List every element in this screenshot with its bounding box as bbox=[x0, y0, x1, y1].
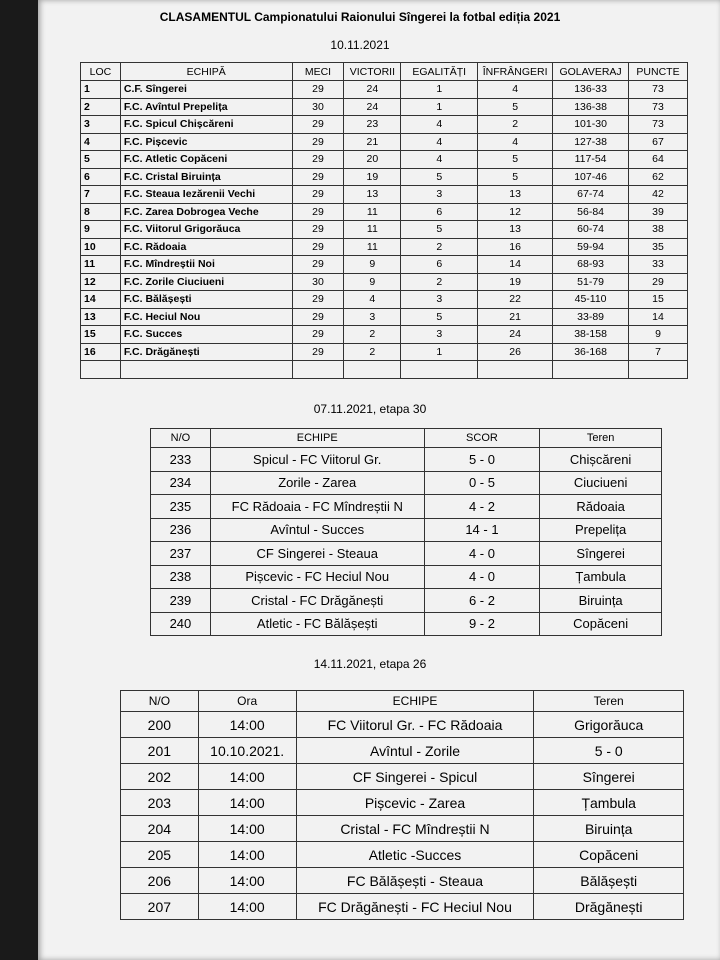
table-cell: 11 bbox=[344, 203, 401, 221]
table-cell: 12 bbox=[478, 203, 553, 221]
table-row bbox=[121, 868, 684, 894]
table-cell: 33 bbox=[629, 256, 688, 274]
table-cell: 2 bbox=[401, 273, 478, 291]
table-cell: 3 bbox=[344, 308, 401, 326]
table-cell bbox=[478, 361, 553, 379]
column-header: EGALITĂȚI bbox=[401, 63, 478, 81]
table-cell: 1 bbox=[81, 81, 121, 99]
table-cell: 240 bbox=[151, 612, 211, 636]
table-cell: Atletic - FC Bălășești bbox=[210, 612, 424, 636]
table-cell: 1 bbox=[401, 343, 478, 361]
table-cell: 64 bbox=[629, 151, 688, 169]
table-row bbox=[81, 291, 688, 309]
table-cell: 9 - 2 bbox=[424, 612, 540, 636]
table-cell: 29 bbox=[629, 273, 688, 291]
column-header: PUNCTE bbox=[629, 63, 688, 81]
table-cell: 5 bbox=[478, 151, 553, 169]
table-cell: FC Drăgănești - FC Heciul Nou bbox=[296, 894, 534, 920]
table-cell: 238 bbox=[151, 565, 211, 589]
table-cell bbox=[553, 361, 629, 379]
table-cell bbox=[120, 361, 292, 379]
table-cell: 38-158 bbox=[553, 326, 629, 344]
standings-date: 10.11.2021 bbox=[330, 38, 390, 52]
column-header: N/O bbox=[121, 691, 199, 712]
table-cell: 29 bbox=[292, 186, 344, 204]
table-row bbox=[81, 133, 688, 151]
table-cell: 4 bbox=[478, 133, 553, 151]
table-cell: 5 bbox=[81, 151, 121, 169]
table-cell: 2 bbox=[344, 326, 401, 344]
table-row bbox=[81, 81, 688, 99]
table-cell: 29 bbox=[292, 81, 344, 99]
table-cell: 236 bbox=[151, 518, 211, 542]
table-cell: 29 bbox=[292, 116, 344, 134]
table-cell: 4 - 0 bbox=[424, 565, 540, 589]
table-cell: 13 bbox=[344, 186, 401, 204]
table-cell bbox=[344, 361, 401, 379]
results-table bbox=[150, 428, 662, 636]
table-cell: 203 bbox=[121, 790, 199, 816]
table-cell: 239 bbox=[151, 589, 211, 613]
table-cell: 45-110 bbox=[553, 291, 629, 309]
table-cell: 14:00 bbox=[198, 894, 296, 920]
table-cell: Chișcăreni bbox=[540, 448, 662, 472]
table-cell: 29 bbox=[292, 326, 344, 344]
table-cell: 4 bbox=[478, 81, 553, 99]
table-cell: 2 bbox=[81, 98, 121, 116]
table-cell: 35 bbox=[629, 238, 688, 256]
table-cell: 3 bbox=[401, 326, 478, 344]
column-header: MECI bbox=[292, 63, 344, 81]
table-cell: 11 bbox=[81, 256, 121, 274]
table-cell: 0 - 5 bbox=[424, 471, 540, 495]
table-cell: Sîngerei bbox=[540, 542, 662, 566]
table-row bbox=[151, 518, 662, 542]
table-cell: 14 bbox=[81, 291, 121, 309]
table-cell: F.C. Zorile Ciuciueni bbox=[120, 273, 292, 291]
table-cell: 233 bbox=[151, 448, 211, 472]
table-row bbox=[121, 738, 684, 764]
fixtures-heading: 14.11.2021, etapa 26 bbox=[313, 657, 427, 671]
table-cell: 6 bbox=[81, 168, 121, 186]
column-header: ECHIPE bbox=[296, 691, 534, 712]
table-cell: 5 bbox=[401, 221, 478, 239]
table-cell: 62 bbox=[629, 168, 688, 186]
table-row bbox=[81, 256, 688, 274]
table-cell: 19 bbox=[478, 273, 553, 291]
table-cell: Avîntul - Succes bbox=[210, 518, 424, 542]
standings-header-row bbox=[81, 63, 688, 81]
table-cell: 207 bbox=[121, 894, 199, 920]
column-header: VICTORII bbox=[344, 63, 401, 81]
table-cell: 4 - 0 bbox=[424, 542, 540, 566]
table-cell: F.C. Spicul Chișcăreni bbox=[120, 116, 292, 134]
table-row bbox=[81, 98, 688, 116]
table-cell: 2 bbox=[401, 238, 478, 256]
results-body bbox=[151, 448, 662, 636]
table-row bbox=[151, 589, 662, 613]
table-cell: 13 bbox=[478, 186, 553, 204]
table-row bbox=[151, 542, 662, 566]
table-cell: 38 bbox=[629, 221, 688, 239]
table-cell: 10.10.2021. bbox=[198, 738, 296, 764]
table-row bbox=[121, 816, 684, 842]
table-cell: Ciuciueni bbox=[540, 471, 662, 495]
table-cell: 23 bbox=[344, 116, 401, 134]
table-cell: 205 bbox=[121, 842, 199, 868]
table-cell bbox=[401, 361, 478, 379]
table-cell: 36-168 bbox=[553, 343, 629, 361]
table-cell: F.C. Avîntul Prepelița bbox=[120, 98, 292, 116]
table-cell: 14 - 1 bbox=[424, 518, 540, 542]
table-cell: 11 bbox=[344, 221, 401, 239]
table-cell: 21 bbox=[478, 308, 553, 326]
fixtures-table bbox=[120, 690, 684, 920]
standings-table bbox=[80, 62, 688, 379]
table-cell: F.C. Atletic Copăceni bbox=[120, 151, 292, 169]
table-cell: 29 bbox=[292, 133, 344, 151]
table-cell: 30 bbox=[292, 273, 344, 291]
table-cell: 13 bbox=[478, 221, 553, 239]
table-cell: Rădoaia bbox=[540, 495, 662, 519]
table-cell: Cristal - FC Mîndreștii N bbox=[296, 816, 534, 842]
table-row bbox=[151, 448, 662, 472]
table-cell: 9 bbox=[629, 326, 688, 344]
fixtures-body bbox=[121, 712, 684, 920]
column-header: ECHIPE bbox=[210, 429, 424, 448]
table-row bbox=[121, 894, 684, 920]
table-cell: Pișcevic - Zarea bbox=[296, 790, 534, 816]
table-cell: FC Rădoaia - FC Mîndreștii N bbox=[210, 495, 424, 519]
fixtures-header-row bbox=[121, 691, 684, 712]
table-cell: 14:00 bbox=[198, 712, 296, 738]
table-row bbox=[81, 326, 688, 344]
table-cell: 1 bbox=[401, 98, 478, 116]
table-cell: Pișcevic - FC Heciul Nou bbox=[210, 565, 424, 589]
table-cell: 14:00 bbox=[198, 842, 296, 868]
table-cell: F.C. Succes bbox=[120, 326, 292, 344]
table-cell: Avîntul - Zorile bbox=[296, 738, 534, 764]
table-cell: 42 bbox=[629, 186, 688, 204]
table-cell: 101-30 bbox=[553, 116, 629, 134]
table-cell: 11 bbox=[344, 238, 401, 256]
table-cell: 29 bbox=[292, 238, 344, 256]
table-cell: 20 bbox=[344, 151, 401, 169]
table-cell: 73 bbox=[629, 116, 688, 134]
table-cell: 13 bbox=[81, 308, 121, 326]
table-cell: 2 bbox=[478, 116, 553, 134]
table-cell: 237 bbox=[151, 542, 211, 566]
table-row bbox=[81, 203, 688, 221]
table-cell: 14:00 bbox=[198, 764, 296, 790]
table-cell: F.C. Rădoaia bbox=[120, 238, 292, 256]
table-cell: 60-74 bbox=[553, 221, 629, 239]
table-cell: 14 bbox=[629, 308, 688, 326]
table-cell: 136-38 bbox=[553, 98, 629, 116]
table-cell: 234 bbox=[151, 471, 211, 495]
table-cell: Biruința bbox=[540, 589, 662, 613]
table-cell: 5 bbox=[401, 308, 478, 326]
table-row bbox=[121, 842, 684, 868]
table-cell: 6 - 2 bbox=[424, 589, 540, 613]
table-row bbox=[81, 361, 688, 379]
table-cell: Prepelița bbox=[540, 518, 662, 542]
table-cell: 14:00 bbox=[198, 868, 296, 894]
table-cell: 29 bbox=[292, 308, 344, 326]
table-cell: 7 bbox=[629, 343, 688, 361]
table-cell: 51-79 bbox=[553, 273, 629, 291]
table-cell: Bălășești bbox=[534, 868, 684, 894]
column-header: Teren bbox=[540, 429, 662, 448]
table-cell: 73 bbox=[629, 81, 688, 99]
column-header: Ora bbox=[198, 691, 296, 712]
column-header: GOLAVERAJ bbox=[553, 63, 629, 81]
table-cell: 15 bbox=[629, 291, 688, 309]
table-cell: 6 bbox=[401, 256, 478, 274]
table-cell: 5 - 0 bbox=[534, 738, 684, 764]
table-cell: 4 bbox=[401, 151, 478, 169]
table-row bbox=[151, 495, 662, 519]
table-cell: 2 bbox=[344, 343, 401, 361]
table-cell: 14:00 bbox=[198, 816, 296, 842]
table-cell: 9 bbox=[344, 273, 401, 291]
table-cell: F.C. Cristal Biruința bbox=[120, 168, 292, 186]
table-cell: 67 bbox=[629, 133, 688, 151]
table-cell: 59-94 bbox=[553, 238, 629, 256]
table-cell: 15 bbox=[81, 326, 121, 344]
table-cell: 9 bbox=[81, 221, 121, 239]
table-cell: Drăgănești bbox=[534, 894, 684, 920]
table-cell: Țambula bbox=[540, 565, 662, 589]
table-cell: 24 bbox=[344, 98, 401, 116]
table-cell: F.C. Bălășești bbox=[120, 291, 292, 309]
column-header: N/O bbox=[151, 429, 211, 448]
table-cell: 19 bbox=[344, 168, 401, 186]
table-cell: F.C. Viitorul Grigorăuca bbox=[120, 221, 292, 239]
table-cell: 30 bbox=[292, 98, 344, 116]
table-cell: 127-38 bbox=[553, 133, 629, 151]
table-cell: F.C. Mîndreștii Noi bbox=[120, 256, 292, 274]
table-cell: 16 bbox=[478, 238, 553, 256]
column-header: Teren bbox=[534, 691, 684, 712]
table-cell: Biruința bbox=[534, 816, 684, 842]
table-cell: 24 bbox=[478, 326, 553, 344]
table-row bbox=[151, 565, 662, 589]
table-cell bbox=[292, 361, 344, 379]
table-row bbox=[121, 790, 684, 816]
table-cell: F.C. Heciul Nou bbox=[120, 308, 292, 326]
table-cell: Copăceni bbox=[540, 612, 662, 636]
table-cell: 5 bbox=[478, 168, 553, 186]
table-cell: 9 bbox=[344, 256, 401, 274]
table-cell: 5 bbox=[478, 98, 553, 116]
table-row bbox=[121, 764, 684, 790]
table-cell: Sîngerei bbox=[534, 764, 684, 790]
table-cell: 10 bbox=[81, 238, 121, 256]
table-cell: 12 bbox=[81, 273, 121, 291]
table-cell: 235 bbox=[151, 495, 211, 519]
table-cell: 33-89 bbox=[553, 308, 629, 326]
table-row bbox=[151, 471, 662, 495]
table-cell: 107-46 bbox=[553, 168, 629, 186]
table-cell: 201 bbox=[121, 738, 199, 764]
table-row bbox=[81, 221, 688, 239]
results-header-row bbox=[151, 429, 662, 448]
table-cell: 67-74 bbox=[553, 186, 629, 204]
table-cell: Spicul - FC Viitorul Gr. bbox=[210, 448, 424, 472]
table-cell: 4 - 2 bbox=[424, 495, 540, 519]
column-header: SCOR bbox=[424, 429, 540, 448]
table-cell: 136-33 bbox=[553, 81, 629, 99]
table-cell bbox=[81, 361, 121, 379]
table-cell: 29 bbox=[292, 221, 344, 239]
table-cell: 39 bbox=[629, 203, 688, 221]
table-cell: 6 bbox=[401, 203, 478, 221]
table-row bbox=[81, 116, 688, 134]
table-cell: 14 bbox=[478, 256, 553, 274]
table-cell: 3 bbox=[81, 116, 121, 134]
table-cell: 4 bbox=[81, 133, 121, 151]
table-cell: 26 bbox=[478, 343, 553, 361]
table-row bbox=[81, 238, 688, 256]
table-row bbox=[81, 151, 688, 169]
table-cell: 8 bbox=[81, 203, 121, 221]
table-cell: 73 bbox=[629, 98, 688, 116]
table-cell: Zorile - Zarea bbox=[210, 471, 424, 495]
table-cell: 117-54 bbox=[553, 151, 629, 169]
table-cell bbox=[629, 361, 688, 379]
table-cell: 7 bbox=[81, 186, 121, 204]
table-cell: 5 bbox=[401, 168, 478, 186]
table-row bbox=[81, 273, 688, 291]
table-row bbox=[81, 343, 688, 361]
column-header: ÎNFRÂNGERI bbox=[478, 63, 553, 81]
table-cell: 200 bbox=[121, 712, 199, 738]
table-cell: Grigorăuca bbox=[534, 712, 684, 738]
table-cell: 29 bbox=[292, 151, 344, 169]
table-cell: 24 bbox=[344, 81, 401, 99]
table-cell: 29 bbox=[292, 203, 344, 221]
table-cell: 4 bbox=[344, 291, 401, 309]
table-cell: 29 bbox=[292, 256, 344, 274]
table-cell: 204 bbox=[121, 816, 199, 842]
table-cell: 4 bbox=[401, 133, 478, 151]
table-cell: 4 bbox=[401, 116, 478, 134]
table-cell: F.C. Pișcevic bbox=[120, 133, 292, 151]
table-cell: 21 bbox=[344, 133, 401, 151]
table-cell: 1 bbox=[401, 81, 478, 99]
table-cell: 3 bbox=[401, 186, 478, 204]
results-heading: 07.11.2021, etapa 30 bbox=[313, 402, 427, 416]
table-cell: 29 bbox=[292, 343, 344, 361]
table-cell: FC Viitorul Gr. - FC Rădoaia bbox=[296, 712, 534, 738]
table-cell: Cristal - FC Drăgănești bbox=[210, 589, 424, 613]
table-cell: CF Singerei - Steaua bbox=[210, 542, 424, 566]
table-row bbox=[81, 186, 688, 204]
column-header: ECHIPĂ bbox=[120, 63, 292, 81]
column-header: LOC bbox=[81, 63, 121, 81]
table-cell: F.C. Steaua Iezărenii Vechi bbox=[120, 186, 292, 204]
table-cell: 29 bbox=[292, 168, 344, 186]
table-row bbox=[151, 612, 662, 636]
table-cell: 68-93 bbox=[553, 256, 629, 274]
table-cell: F.C. Zarea Dobrogea Veche bbox=[120, 203, 292, 221]
table-cell: Atletic -Succes bbox=[296, 842, 534, 868]
table-cell: 206 bbox=[121, 868, 199, 894]
table-cell: 56-84 bbox=[553, 203, 629, 221]
table-cell: 16 bbox=[81, 343, 121, 361]
table-cell: F.C. Drăgănești bbox=[120, 343, 292, 361]
table-cell: 5 - 0 bbox=[424, 448, 540, 472]
table-cell: 29 bbox=[292, 291, 344, 309]
table-cell: CF Singerei - Spicul bbox=[296, 764, 534, 790]
table-cell: FC Bălășești - Steaua bbox=[296, 868, 534, 894]
standings-body bbox=[81, 81, 688, 379]
table-row bbox=[81, 308, 688, 326]
table-cell: 22 bbox=[478, 291, 553, 309]
table-cell: 3 bbox=[401, 291, 478, 309]
page-title: CLASAMENTUL Campionatului Raionului Sîngerei la fotbal ediția 2021 bbox=[159, 10, 561, 24]
table-cell: C.F. Sîngerei bbox=[120, 81, 292, 99]
table-row bbox=[121, 712, 684, 738]
table-row bbox=[81, 168, 688, 186]
table-cell: 14:00 bbox=[198, 790, 296, 816]
table-cell: Copăceni bbox=[534, 842, 684, 868]
table-cell: 202 bbox=[121, 764, 199, 790]
table-cell: Țambula bbox=[534, 790, 684, 816]
